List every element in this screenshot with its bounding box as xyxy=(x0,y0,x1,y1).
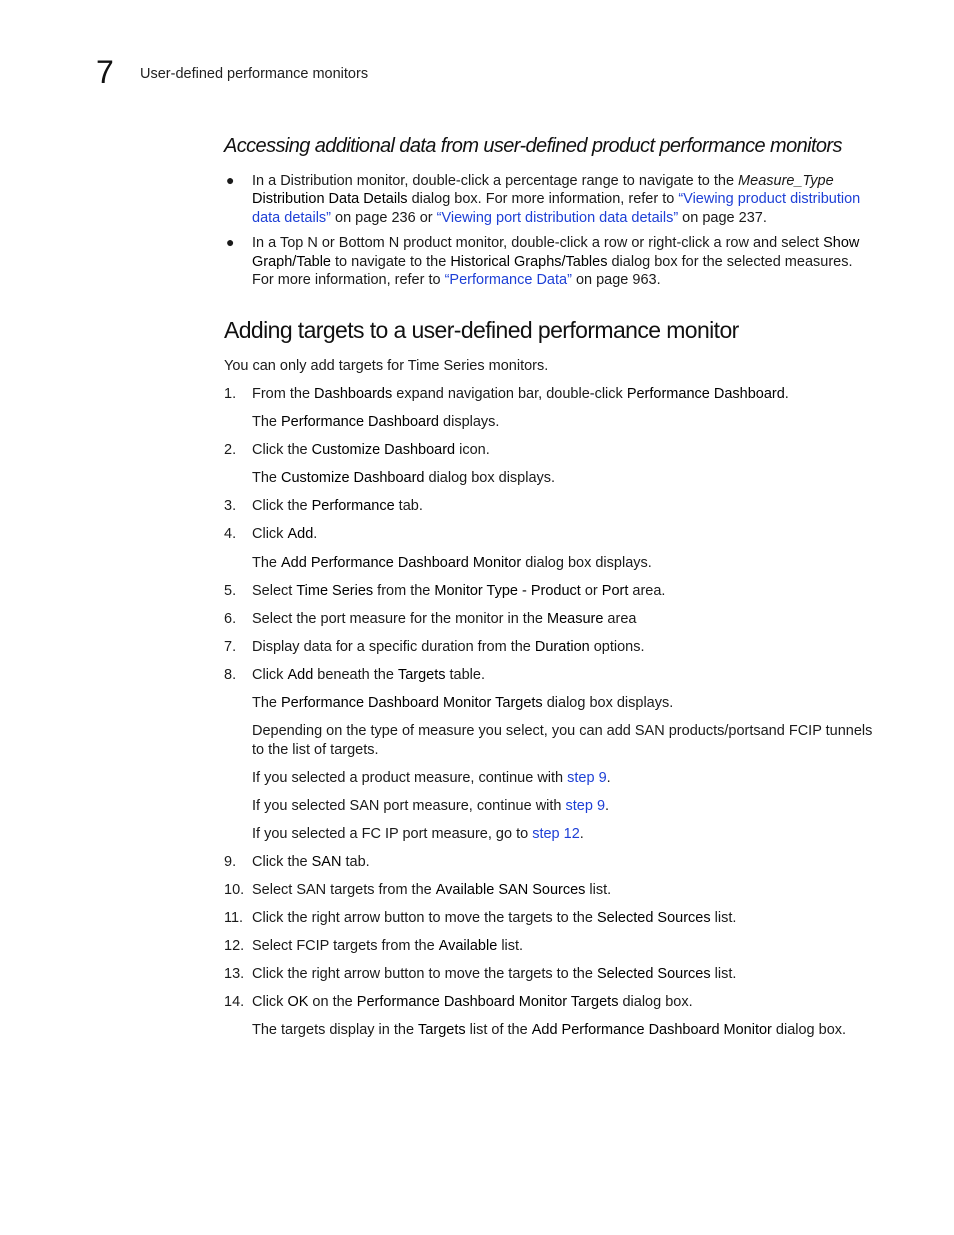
bullet-icon: ● xyxy=(226,172,235,188)
text: In a Distribution monitor, double-click a percentage range to navigate to the xyxy=(252,173,739,189)
bullet-item xyxy=(224,234,874,289)
text: on page 236 or xyxy=(331,209,437,226)
ui-term: Show Graph/Table xyxy=(252,235,860,270)
text: If you selected a FC IP port measure, go to xyxy=(252,825,533,842)
text: displays. xyxy=(439,414,500,431)
step-3 xyxy=(224,497,874,515)
step-note xyxy=(224,413,874,431)
step-6 xyxy=(224,610,874,628)
ui-term: Add Performance Dashboard Monitor xyxy=(281,554,522,571)
running-header: User-defined performance monitors xyxy=(140,66,369,82)
cross-reference-link[interactable]: “Viewing port distribution data details” xyxy=(436,209,679,226)
text: The xyxy=(252,414,282,431)
text: . xyxy=(579,825,584,842)
text: from the xyxy=(373,582,435,599)
step-9 xyxy=(224,853,874,871)
step-13 xyxy=(224,965,874,983)
text: Click xyxy=(252,526,288,543)
step-number: 1. xyxy=(224,386,237,402)
ui-term: Historical Graphs/Tables xyxy=(450,253,608,270)
text: dialog box. xyxy=(618,994,693,1011)
ui-term: Time Series xyxy=(296,582,374,599)
ui-term: Targets xyxy=(418,1022,466,1039)
intro-paragraph: You can only add targets for Time Series monitors. xyxy=(224,358,549,374)
ui-term: Available xyxy=(438,938,498,955)
step-note xyxy=(224,554,874,572)
ui-term: Performance Dashboard xyxy=(281,414,439,431)
text: area xyxy=(603,610,637,627)
text: list. xyxy=(710,910,737,927)
text: tab. xyxy=(394,498,423,515)
text: dialog box displays. xyxy=(521,554,652,571)
bullet-icon: ● xyxy=(226,234,235,251)
text: dialog box displays. xyxy=(542,695,674,712)
text: The targets display in the xyxy=(252,1022,419,1039)
italic-term: Measure_Type xyxy=(738,173,834,189)
step-number: 13. xyxy=(224,966,245,983)
step-number: 2. xyxy=(224,442,237,459)
text: tab. xyxy=(341,853,370,870)
text: In a Top N or Bottom N product monitor, double-click a row or right-click a row and select xyxy=(252,235,824,252)
ui-term: Targets xyxy=(397,666,446,683)
bullet-list xyxy=(224,172,874,296)
cross-reference-link[interactable]: “Viewing product distribution data details” xyxy=(252,191,861,226)
text: Select FCIP targets from the xyxy=(252,938,439,955)
step-number: 8. xyxy=(224,666,237,683)
text: . xyxy=(313,526,318,543)
step-10 xyxy=(224,881,874,899)
text: The xyxy=(252,695,282,712)
text: . xyxy=(606,769,611,786)
text: list of the xyxy=(465,1022,532,1039)
text: list. xyxy=(585,882,612,898)
text: beneath the xyxy=(313,666,398,683)
step-number: 14. xyxy=(224,994,245,1011)
step-note xyxy=(224,469,874,487)
text: Click the right arrow button to move the targets to the xyxy=(252,966,597,983)
ui-term: Add Performance Dashboard Monitor xyxy=(531,1022,772,1039)
step-4 xyxy=(224,525,874,543)
text: list. xyxy=(710,966,737,983)
ui-term: Monitor Type - Product xyxy=(434,582,581,599)
step-number: 11. xyxy=(224,910,244,927)
step-number: 3. xyxy=(224,498,237,515)
step-link[interactable]: step 9 xyxy=(565,797,606,814)
step-number: 9. xyxy=(224,853,237,870)
step-11 xyxy=(224,909,874,927)
text: Select the port measure for the monitor in the xyxy=(252,610,547,627)
bullet-item xyxy=(224,172,874,227)
step-number: 4. xyxy=(224,526,237,543)
text: dialog box for the selected measures. For more information, refer to xyxy=(252,253,853,289)
text: Click the xyxy=(252,442,312,459)
text: Click the xyxy=(252,498,312,515)
text: Depending on the type of measure you select, you can add SAN products/portsand FCIP tunnels to the list of targets. xyxy=(252,723,873,758)
text: dialog box. For more information, refer to xyxy=(407,191,679,208)
text: Select SAN targets from the xyxy=(252,882,436,898)
ui-term: Available SAN Sources xyxy=(435,882,586,898)
text: table. xyxy=(445,666,485,683)
step-note xyxy=(224,797,874,815)
ui-term: Selected Sources xyxy=(596,966,711,983)
ui-term: Customize Dashboard xyxy=(281,470,425,487)
text: options. xyxy=(589,638,645,655)
step-5 xyxy=(224,582,874,600)
text: . xyxy=(784,386,789,402)
step-number: 5. xyxy=(224,582,237,599)
text: dialog box. xyxy=(771,1022,847,1039)
ui-term: Dashboards xyxy=(314,386,393,402)
cross-reference-link[interactable]: “Performance Data” xyxy=(444,272,572,289)
step-link[interactable]: step 9 xyxy=(567,769,607,786)
text: icon. xyxy=(455,442,490,459)
text: . xyxy=(605,797,610,814)
text: dialog box displays. xyxy=(424,470,556,487)
text: list. xyxy=(497,938,524,955)
text: area. xyxy=(628,582,666,599)
text: Click xyxy=(252,666,288,683)
step-8 xyxy=(224,666,874,684)
text: If you selected SAN port measure, continue with xyxy=(252,797,566,814)
step-number: 7. xyxy=(224,638,237,655)
text: Select xyxy=(252,582,297,599)
chapter-number: 7 xyxy=(96,54,114,90)
step-number: 12. xyxy=(224,938,245,955)
step-note xyxy=(224,825,874,843)
ui-term: Measure xyxy=(546,610,604,627)
ui-term: Performance Dashboard Monitor Targets xyxy=(281,695,543,712)
text: on page 963. xyxy=(571,272,661,289)
ui-term: Duration xyxy=(534,638,590,655)
text: The xyxy=(252,470,282,487)
step-number: 6. xyxy=(224,610,237,627)
step-note xyxy=(224,769,874,787)
text: Click the xyxy=(252,853,312,870)
ui-term: Distribution Data Details xyxy=(252,191,408,208)
step-link[interactable]: step 12 xyxy=(532,825,580,842)
subsection-heading: Accessing additional data from user-defined product performance monitors xyxy=(224,135,842,157)
step-7 xyxy=(224,638,874,656)
text: on the xyxy=(308,994,357,1011)
procedure-steps xyxy=(224,385,874,1050)
step-number: 10. xyxy=(224,882,245,898)
step-14 xyxy=(224,993,874,1011)
step-12 xyxy=(224,937,874,955)
text: The xyxy=(252,554,282,571)
text: From the xyxy=(252,386,315,402)
text: If you selected a product measure, continue with xyxy=(252,769,568,786)
text: or xyxy=(580,582,602,599)
ui-term: Performance Dashboard xyxy=(626,386,785,402)
step-note xyxy=(224,722,874,759)
text: Display data for a specific duration from the xyxy=(252,638,535,655)
ui-term: Add xyxy=(287,526,314,543)
ui-term: SAN xyxy=(311,853,342,870)
ui-term: Selected Sources xyxy=(596,910,711,927)
ui-term: Performance xyxy=(311,498,395,515)
section-heading: Adding targets to a user-defined performance monitor xyxy=(224,317,739,343)
text: Click xyxy=(252,994,288,1011)
step-note xyxy=(224,694,874,712)
step-1 xyxy=(224,385,874,403)
ui-term: Customize Dashboard xyxy=(311,442,456,459)
step-note xyxy=(224,1021,874,1039)
text: on page 237. xyxy=(678,209,767,226)
ui-term: OK xyxy=(287,994,309,1011)
ui-term: Add xyxy=(287,666,314,683)
ui-term: Performance Dashboard Monitor Targets xyxy=(356,994,619,1011)
ui-term: Port xyxy=(601,582,629,599)
text: Click the right arrow button to move the targets to the xyxy=(252,910,597,927)
text: to navigate to the xyxy=(331,253,451,270)
step-2 xyxy=(224,441,874,459)
text: expand navigation bar, double-click xyxy=(392,386,627,402)
